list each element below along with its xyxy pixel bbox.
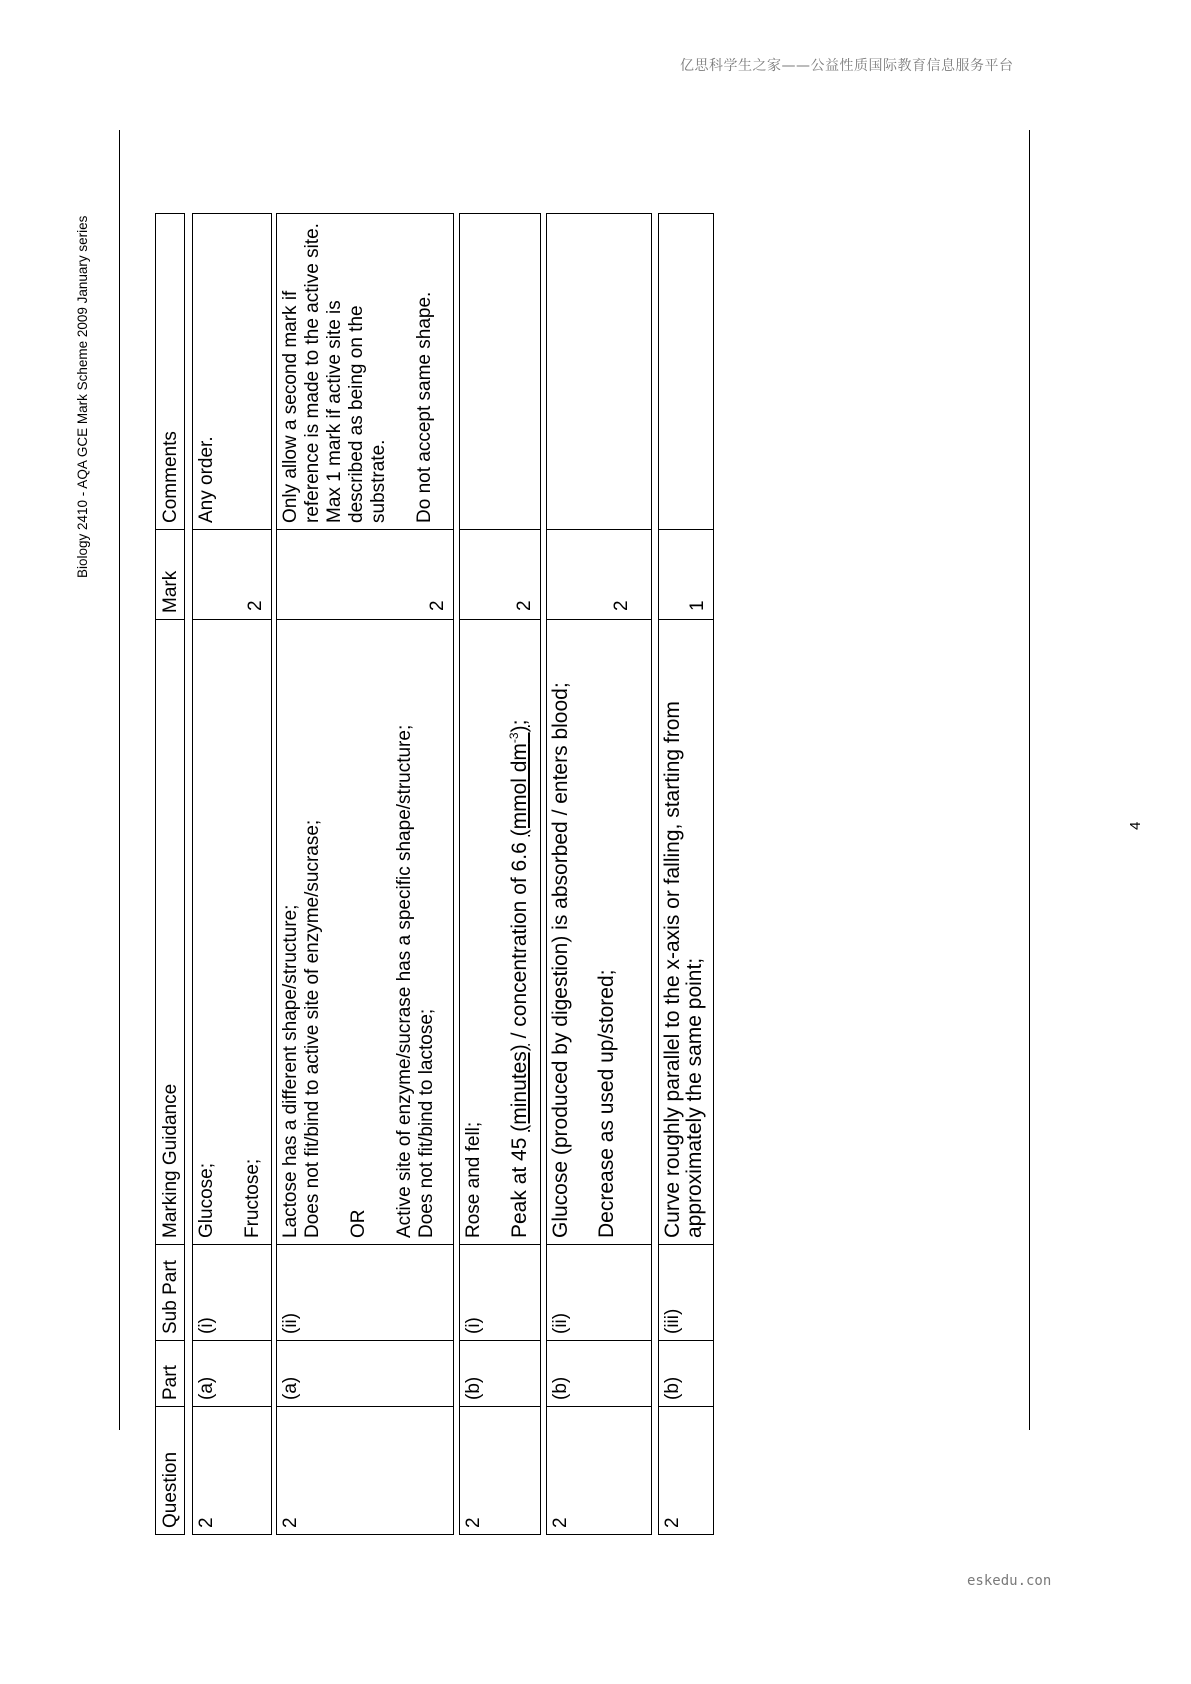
col-mark: Mark: [156, 530, 184, 620]
part: (b): [659, 1341, 713, 1407]
question-number: 2: [196, 1517, 217, 1528]
guidance-line: Active site of enzyme/sucrase has a specific shape/structure;: [394, 724, 415, 1238]
guidance-line: Does not fit/bind to active site of enzyme/sucrase;: [302, 819, 323, 1238]
guidance: [547, 620, 651, 1245]
question-number: 2: [280, 1517, 301, 1528]
col-sub-part: Sub Part: [156, 1245, 184, 1341]
unit-exponent: -3: [507, 732, 521, 744]
mark-value: 2: [611, 600, 632, 611]
part: (a): [277, 1341, 453, 1407]
page-number: 4: [1127, 821, 1144, 830]
guidance: [460, 620, 540, 1245]
sub-part: (i): [193, 1245, 271, 1341]
right-rule: [1029, 130, 1030, 1430]
guidance-line: Glucose (produced by digestion) is absorbed / enters blood;: [549, 682, 572, 1238]
col-guidance: Marking Guidance: [156, 620, 184, 1245]
guidance: [193, 620, 271, 1245]
peak-text: Peak at 45: [508, 1131, 531, 1238]
table-row: [276, 213, 454, 1535]
col-comments: Comments: [156, 214, 184, 530]
mark-value: 2: [427, 600, 448, 611]
guidance-line: Curve roughly parallel to the x-axis or falling, starting from approximately the same point;: [661, 701, 706, 1238]
comment-line: Max 1 mark if active site is described as being on the substrate.: [324, 300, 389, 523]
comments: [659, 214, 713, 530]
guidance-line: Does not fit/bind to lactose;: [416, 1008, 437, 1238]
guidance-line: Lactose has a different shape/structure;: [280, 904, 301, 1238]
col-part: Part: [156, 1341, 184, 1407]
table-row: [459, 213, 541, 1535]
mark: [547, 530, 651, 620]
question-number: 2: [662, 1517, 683, 1528]
question-number: 2: [463, 1517, 484, 1528]
comment-line: Only allow a second mark if reference is made to the active site.: [280, 223, 323, 523]
guidance-line: OR: [348, 1209, 369, 1238]
comments: [547, 214, 651, 530]
guidance-line: Decrease as used up/stored;: [595, 969, 618, 1238]
watermark-top: 亿思科学生之家——公益性质国际教育信息服务平台: [680, 58, 1014, 74]
mark: [277, 530, 453, 620]
table-row: [658, 213, 714, 1535]
guidance-line: Fructose;: [242, 1158, 263, 1238]
col-question: Question: [160, 1451, 181, 1528]
guidance: [277, 620, 453, 1245]
question-number: 2: [550, 1517, 571, 1528]
concentration-text: / concentration of 6.6: [508, 836, 531, 1045]
comment-line: Any order.: [196, 436, 217, 523]
guidance-line: [509, 626, 531, 1238]
sub-part: (iii): [659, 1245, 713, 1341]
comments: [277, 214, 453, 530]
concentration-unit: [508, 725, 531, 836]
guidance-line: Glucose;: [196, 1163, 217, 1238]
minutes-unit: (minutes): [508, 1044, 531, 1132]
part: (a): [193, 1341, 271, 1407]
mark: [193, 530, 271, 620]
table-header: [155, 213, 185, 1535]
concentration-unit-close: ): [508, 725, 531, 733]
comment-line: Do not accept same shape.: [414, 291, 435, 523]
table-row: [192, 213, 272, 1535]
sub-part: (i): [460, 1245, 540, 1341]
sub-part: (ii): [277, 1245, 453, 1341]
guidance: [659, 620, 713, 1245]
mark-value: 1: [687, 600, 708, 611]
mark-value: 2: [514, 600, 535, 611]
mark-value: 2: [245, 600, 266, 611]
concentration-unit-text: (mmol dm: [508, 743, 531, 837]
comments: [193, 214, 271, 530]
watermark-bottom: eskedu.con: [967, 1573, 1052, 1589]
mark: [659, 530, 713, 620]
guidance-semicolon: ;: [508, 719, 531, 726]
sub-part: (ii): [547, 1245, 651, 1341]
table-row: [546, 213, 652, 1535]
comments: [460, 214, 540, 530]
part: (b): [547, 1341, 651, 1407]
guidance-line: Rose and fell;: [463, 1121, 484, 1238]
running-header: Biology 2410 - AQA GCE Mark Scheme 2009 January series: [75, 215, 90, 578]
mark: [460, 530, 540, 620]
rotated-page: [75, 125, 935, 1555]
part: (b): [460, 1341, 540, 1407]
